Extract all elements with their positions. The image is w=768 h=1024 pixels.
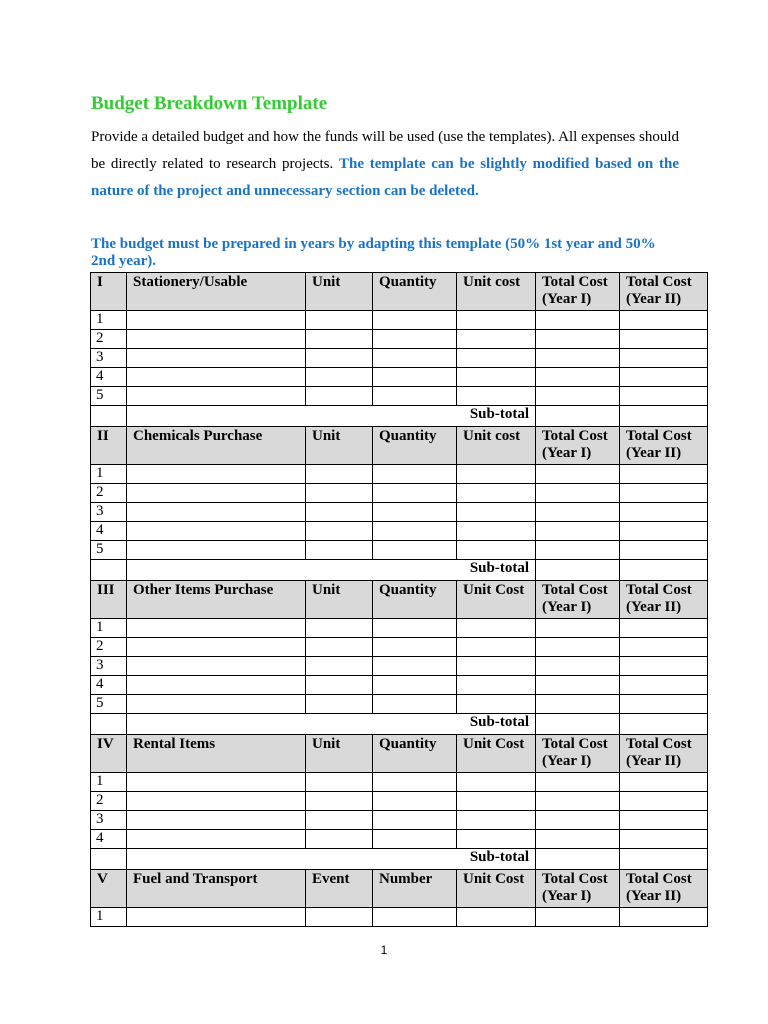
section-header-row xyxy=(91,870,708,908)
table-cell[interactable] xyxy=(620,503,708,522)
table-cell[interactable] xyxy=(457,811,536,830)
table-cell[interactable] xyxy=(127,541,306,560)
table-cell[interactable] xyxy=(373,368,457,387)
table-cell[interactable] xyxy=(127,387,306,406)
table-cell[interactable] xyxy=(373,349,457,368)
row-number: 3 xyxy=(91,503,127,522)
table-cell[interactable] xyxy=(373,676,457,695)
table-cell[interactable] xyxy=(306,484,373,503)
column-header: Total Cost (Year II) xyxy=(620,735,708,773)
table-cell[interactable] xyxy=(536,465,620,484)
table-cell[interactable] xyxy=(306,773,373,792)
table-cell[interactable] xyxy=(127,349,306,368)
row-number: 1 xyxy=(91,465,127,484)
budget-table xyxy=(90,272,708,927)
table-row xyxy=(91,657,708,676)
table-row xyxy=(91,387,708,406)
section-numeral: I xyxy=(91,273,127,311)
table-cell[interactable] xyxy=(457,349,536,368)
column-header: Rental Items xyxy=(127,735,306,773)
table-cell[interactable] xyxy=(373,522,457,541)
document-title: Budget Breakdown Template xyxy=(91,93,328,114)
table-row xyxy=(91,811,708,830)
table-cell[interactable] xyxy=(127,657,306,676)
column-header: Total Cost (Year I) xyxy=(536,870,620,908)
table-cell[interactable] xyxy=(373,619,457,638)
column-header: Total Cost (Year II) xyxy=(620,870,708,908)
table-cell[interactable] xyxy=(373,484,457,503)
column-header: Number xyxy=(373,870,457,908)
row-number: 2 xyxy=(91,638,127,657)
row-number: 5 xyxy=(91,387,127,406)
subtotal-label: Sub-total xyxy=(127,849,536,870)
table-cell[interactable] xyxy=(306,368,373,387)
table-cell[interactable] xyxy=(457,541,536,560)
subtotal-row xyxy=(91,714,708,735)
column-header: Unit xyxy=(306,427,373,465)
section-numeral: IV xyxy=(91,735,127,773)
table-row xyxy=(91,638,708,657)
table-cell[interactable] xyxy=(536,368,620,387)
intro-highlight-text: The template can be slightly modified based on the nature of the project and unnecessary section can be deleted. xyxy=(91,156,679,199)
table-cell[interactable] xyxy=(536,484,620,503)
section-header-row xyxy=(91,735,708,773)
table-cell[interactable] xyxy=(127,773,306,792)
table-cell[interactable] xyxy=(127,330,306,349)
table-cell[interactable] xyxy=(620,465,708,484)
table-cell[interactable] xyxy=(127,484,306,503)
table-cell[interactable] xyxy=(536,908,620,927)
table-cell[interactable] xyxy=(457,619,536,638)
subtotal-label: Sub-total xyxy=(127,406,536,427)
section-header-row xyxy=(91,581,708,619)
table-cell[interactable] xyxy=(127,638,306,657)
table-row xyxy=(91,330,708,349)
intro-paragraph xyxy=(91,124,679,205)
table-cell[interactable] xyxy=(620,792,708,811)
table-cell xyxy=(91,849,127,870)
column-header: Unit Cost xyxy=(457,735,536,773)
column-header: Chemicals Purchase xyxy=(127,427,306,465)
row-number: 3 xyxy=(91,811,127,830)
table-cell[interactable] xyxy=(536,773,620,792)
table-cell[interactable] xyxy=(536,503,620,522)
table-cell[interactable] xyxy=(373,387,457,406)
table-cell[interactable] xyxy=(457,695,536,714)
table-cell[interactable] xyxy=(620,541,708,560)
table-cell[interactable] xyxy=(306,349,373,368)
table-row xyxy=(91,619,708,638)
table-cell[interactable] xyxy=(620,695,708,714)
table-cell[interactable] xyxy=(306,465,373,484)
table-cell[interactable] xyxy=(457,503,536,522)
table-cell[interactable] xyxy=(373,330,457,349)
subtotal-value-cell[interactable] xyxy=(536,849,620,870)
section-numeral: II xyxy=(91,427,127,465)
table-cell[interactable] xyxy=(127,792,306,811)
table-row xyxy=(91,792,708,811)
table-cell[interactable] xyxy=(457,830,536,849)
table-cell[interactable] xyxy=(536,541,620,560)
table-cell[interactable] xyxy=(127,830,306,849)
subtotal-value-cell[interactable] xyxy=(620,560,708,581)
table-cell[interactable] xyxy=(306,503,373,522)
table-cell[interactable] xyxy=(536,311,620,330)
table-cell[interactable] xyxy=(536,657,620,676)
table-cell[interactable] xyxy=(373,792,457,811)
page-number: 1 xyxy=(380,943,388,957)
table-cell[interactable] xyxy=(373,638,457,657)
column-header: Total Cost (Year II) xyxy=(620,273,708,311)
section-numeral: V xyxy=(91,870,127,908)
table-cell[interactable] xyxy=(457,773,536,792)
table-cell[interactable] xyxy=(620,349,708,368)
table-cell[interactable] xyxy=(373,541,457,560)
table-cell[interactable] xyxy=(306,695,373,714)
table-cell[interactable] xyxy=(306,657,373,676)
table-cell[interactable] xyxy=(306,811,373,830)
table-cell[interactable] xyxy=(373,503,457,522)
table-cell[interactable] xyxy=(127,811,306,830)
table-cell[interactable] xyxy=(536,695,620,714)
table-cell[interactable] xyxy=(536,330,620,349)
table-row xyxy=(91,830,708,849)
section-header-row xyxy=(91,273,708,311)
table-cell xyxy=(91,560,127,581)
table-row xyxy=(91,503,708,522)
column-header: Quantity xyxy=(373,273,457,311)
table-row xyxy=(91,695,708,714)
subtotal-label: Sub-total xyxy=(127,560,536,581)
subtotal-value-cell[interactable] xyxy=(620,849,708,870)
column-header: Total Cost (Year I) xyxy=(536,427,620,465)
column-header: Unit xyxy=(306,273,373,311)
column-header: Stationery/Usable xyxy=(127,273,306,311)
table-cell[interactable] xyxy=(127,908,306,927)
table-cell[interactable] xyxy=(306,541,373,560)
table-cell[interactable] xyxy=(306,330,373,349)
table-cell[interactable] xyxy=(457,522,536,541)
table-cell[interactable] xyxy=(127,368,306,387)
column-header: Total Cost (Year I) xyxy=(536,273,620,311)
table-cell[interactable] xyxy=(306,908,373,927)
column-header: Unit cost xyxy=(457,427,536,465)
table-cell[interactable] xyxy=(306,676,373,695)
table-row xyxy=(91,908,708,927)
table-cell[interactable] xyxy=(373,311,457,330)
table-row xyxy=(91,484,708,503)
table-cell[interactable] xyxy=(536,387,620,406)
row-number: 2 xyxy=(91,330,127,349)
table-cell[interactable] xyxy=(306,830,373,849)
column-header: Unit Cost xyxy=(457,581,536,619)
table-row xyxy=(91,541,708,560)
table-cell[interactable] xyxy=(457,792,536,811)
table-cell[interactable] xyxy=(536,811,620,830)
table-cell[interactable] xyxy=(620,638,708,657)
table-cell[interactable] xyxy=(306,619,373,638)
row-number: 5 xyxy=(91,695,127,714)
table-cell[interactable] xyxy=(127,619,306,638)
subtotal-value-cell[interactable] xyxy=(536,560,620,581)
table-cell[interactable] xyxy=(306,522,373,541)
column-header: Unit xyxy=(306,581,373,619)
table-cell[interactable] xyxy=(457,657,536,676)
table-cell[interactable] xyxy=(620,773,708,792)
table-cell[interactable] xyxy=(373,465,457,484)
table-cell[interactable] xyxy=(620,676,708,695)
row-number: 3 xyxy=(91,657,127,676)
table-cell[interactable] xyxy=(373,811,457,830)
table-cell[interactable] xyxy=(620,811,708,830)
table-cell[interactable] xyxy=(306,792,373,811)
table-cell[interactable] xyxy=(457,330,536,349)
section-numeral: III xyxy=(91,581,127,619)
table-cell[interactable] xyxy=(536,830,620,849)
table-cell[interactable] xyxy=(127,503,306,522)
table-row xyxy=(91,349,708,368)
table-cell[interactable] xyxy=(373,830,457,849)
table-cell[interactable] xyxy=(373,908,457,927)
table-cell[interactable] xyxy=(620,484,708,503)
table-cell[interactable] xyxy=(373,695,457,714)
section-header-row xyxy=(91,427,708,465)
table-row xyxy=(91,465,708,484)
row-number: 2 xyxy=(91,484,127,503)
table-cell[interactable] xyxy=(620,311,708,330)
row-number: 1 xyxy=(91,773,127,792)
table-cell[interactable] xyxy=(127,311,306,330)
table-cell[interactable] xyxy=(457,676,536,695)
subtotal-row xyxy=(91,560,708,581)
column-header: Quantity xyxy=(373,427,457,465)
table-cell[interactable] xyxy=(620,657,708,676)
table-cell[interactable] xyxy=(457,908,536,927)
table-cell[interactable] xyxy=(457,387,536,406)
table-cell[interactable] xyxy=(536,349,620,368)
table-cell[interactable] xyxy=(457,368,536,387)
table-cell xyxy=(91,714,127,735)
column-header: Total Cost (Year I) xyxy=(536,581,620,619)
row-number: 4 xyxy=(91,522,127,541)
table-row xyxy=(91,311,708,330)
table-cell xyxy=(91,406,127,427)
table-cell[interactable] xyxy=(457,465,536,484)
table-cell[interactable] xyxy=(536,638,620,657)
subtotal-row xyxy=(91,406,708,427)
table-cell[interactable] xyxy=(620,368,708,387)
subtotal-label: Sub-total xyxy=(127,714,536,735)
column-header: Other Items Purchase xyxy=(127,581,306,619)
table-cell[interactable] xyxy=(306,311,373,330)
table-cell[interactable] xyxy=(306,638,373,657)
table-cell[interactable] xyxy=(620,908,708,927)
column-header: Unit xyxy=(306,735,373,773)
subtotal-value-cell[interactable] xyxy=(620,406,708,427)
table-row xyxy=(91,368,708,387)
table-cell[interactable] xyxy=(457,311,536,330)
budget-note: The budget must be prepared in years by adapting this template (50% 1st year and 50% 2nd year). xyxy=(91,236,656,269)
table-cell[interactable] xyxy=(127,695,306,714)
table-cell[interactable] xyxy=(457,484,536,503)
column-header: Unit cost xyxy=(457,273,536,311)
subtotal-row xyxy=(91,849,708,870)
column-header: Total Cost (Year II) xyxy=(620,427,708,465)
table-row xyxy=(91,676,708,695)
table-cell[interactable] xyxy=(536,792,620,811)
subtotal-value-cell[interactable] xyxy=(536,406,620,427)
table-cell[interactable] xyxy=(620,330,708,349)
row-number: 4 xyxy=(91,830,127,849)
row-number: 4 xyxy=(91,368,127,387)
table-cell[interactable] xyxy=(373,773,457,792)
column-header: Unit Cost xyxy=(457,870,536,908)
table-cell[interactable] xyxy=(536,619,620,638)
table-row xyxy=(91,773,708,792)
column-header: Total Cost (Year II) xyxy=(620,581,708,619)
table-cell[interactable] xyxy=(620,619,708,638)
table-cell[interactable] xyxy=(306,387,373,406)
subtotal-value-cell[interactable] xyxy=(620,714,708,735)
table-cell[interactable] xyxy=(620,522,708,541)
column-header: Quantity xyxy=(373,735,457,773)
table-cell[interactable] xyxy=(127,465,306,484)
table-cell[interactable] xyxy=(127,676,306,695)
row-number: 3 xyxy=(91,349,127,368)
row-number: 5 xyxy=(91,541,127,560)
table-cell[interactable] xyxy=(457,638,536,657)
table-row xyxy=(91,522,708,541)
table-cell[interactable] xyxy=(536,522,620,541)
row-number: 1 xyxy=(91,619,127,638)
table-cell[interactable] xyxy=(536,676,620,695)
column-header: Fuel and Transport xyxy=(127,870,306,908)
table-cell[interactable] xyxy=(373,657,457,676)
column-header: Total Cost (Year I) xyxy=(536,735,620,773)
row-number: 1 xyxy=(91,908,127,927)
row-number: 2 xyxy=(91,792,127,811)
table-cell[interactable] xyxy=(127,522,306,541)
row-number: 4 xyxy=(91,676,127,695)
table-cell[interactable] xyxy=(620,830,708,849)
table-cell[interactable] xyxy=(620,387,708,406)
intro-text: Provide a detailed budget and how the funds will be used (use the templates). All expenses should be directly related to research projects. xyxy=(91,129,679,172)
subtotal-value-cell[interactable] xyxy=(536,714,620,735)
row-number: 1 xyxy=(91,311,127,330)
column-header: Event xyxy=(306,870,373,908)
column-header: Quantity xyxy=(373,581,457,619)
